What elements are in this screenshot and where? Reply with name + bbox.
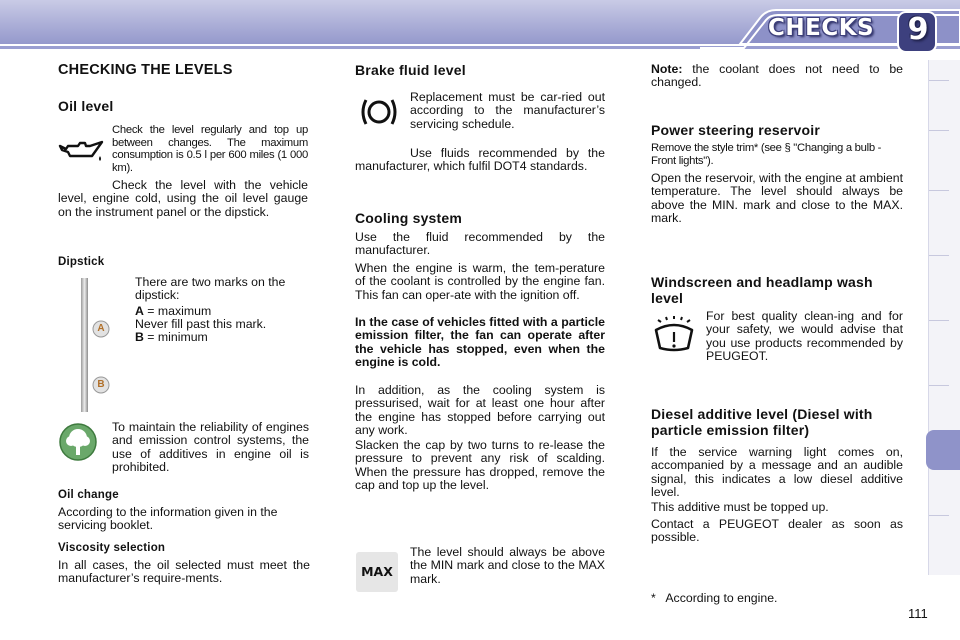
environment-tree-icon <box>58 422 98 462</box>
rail-tick <box>929 80 949 81</box>
diesel-additive-text-2: This additive must be topped up. <box>651 500 829 514</box>
note-label: Note: <box>651 62 683 76</box>
brake-fluid-heading: Brake fluid level <box>355 62 466 78</box>
coolant-note <box>651 63 903 90</box>
diesel-additive-text-1: If the service warning light comes on, accompanied by a message and an audible signal, this indicates a low diesel additive level. <box>651 445 903 500</box>
rail-tick <box>929 130 949 131</box>
dipstick-mark-b: B <box>97 379 105 390</box>
cooling-text-3: In addition, as the cooling system is pressurised, wait for at least one hour after the engine has stopped before carrying out any work. <box>355 383 605 438</box>
washer-heading: Windscreen and headlamp wash level <box>651 274 873 306</box>
section-title: CHECKING THE LEVELS <box>58 62 233 78</box>
washer-text: For best quality clean-ing and for your safety, we would advise that you use products recommended by PEUGEOT. <box>706 309 903 364</box>
cooling-text-1: Use the fluid recommended by the manufacturer. <box>355 230 605 258</box>
rail-tick <box>929 255 949 256</box>
power-steering-text-2: Open the reservoir, with the engine at ambient temperature. The level should always be above the MIN. mark and close to the MAX. mark. <box>651 171 903 226</box>
oil-change-text: According to the information given in the servicing booklet. <box>58 505 278 533</box>
diesel-additive-text-3: Contact a PEUGEOT dealer as soon as possible. <box>651 517 903 545</box>
chapter-tab-rail <box>928 60 960 575</box>
cooling-text-fan-warning: In the case of vehicles fitted with a particle emission filter, the fan can operate after the vehicle has stopped, even when the engine is cold. <box>355 315 605 370</box>
max-label: MAX <box>361 564 393 579</box>
footnote: * According to engine. <box>651 591 778 605</box>
chapter-number: 9 <box>907 12 929 47</box>
mark-a-desc: = maximum <box>143 304 212 318</box>
rail-tick <box>929 515 949 516</box>
active-chapter-tab[interactable] <box>926 430 960 470</box>
viscosity-text: In all cases, the oil selected must meet the manufacturer’s require-ments. <box>58 558 310 586</box>
note-text: the coolant does not need to be changed. <box>651 62 903 90</box>
dipstick-mark-a-note: Never fill past this mark. <box>135 317 267 331</box>
cooling-text-4: Slacken the cap by two turns to re-lease the pressure to prevent any risk of scalding. When the pressure has dropped, remove the cap and top up the level. <box>355 438 605 493</box>
max-level-text: The level should always be above the MIN mark and close to the MAX mark. <box>410 545 605 586</box>
oil-level-heading: Oil level <box>58 98 114 114</box>
mark-b-desc: = minimum <box>143 330 208 344</box>
chapter-title: CHECKS <box>768 15 875 41</box>
max-label-badge <box>356 552 398 592</box>
oil-level-text-1: Check the level regularly and top up between changes. The maximum consumption is 0.5 l per 600 miles (1 000 km). <box>112 124 308 174</box>
page-number: 111 <box>908 606 928 621</box>
oil-change-heading: Oil change <box>58 489 119 501</box>
additives-warning: To maintain the reliability of engines and emission control systems, the use of additives in engine oil is prohibited. <box>112 420 309 475</box>
diesel-additive-heading: Diesel additive level (Diesel with particle emission filter) <box>651 406 873 438</box>
viscosity-heading: Viscosity selection <box>58 542 166 554</box>
dipstick-illustration <box>68 278 118 414</box>
mark-a-key: A <box>135 304 144 318</box>
dipstick-mark-b-line <box>135 331 309 344</box>
mark-b-key: B <box>135 330 144 344</box>
brake-fluid-text-1: Replacement must be car-ried out according to the manufacturer’s servicing schedule. <box>410 90 605 131</box>
oil-level-text-2: Check the level with the vehicle level, engine cold, using the oil level gauge on the instrument panel or the dipstick. <box>58 178 308 219</box>
rail-tick <box>929 190 949 191</box>
dipstick-mark-a: A <box>97 323 105 334</box>
dipstick-intro: There are two marks on the dipstick: <box>135 275 286 303</box>
rail-tick <box>929 320 949 321</box>
rail-tick <box>929 385 949 386</box>
cooling-system-heading: Cooling system <box>355 210 463 226</box>
cooling-text-2: When the engine is warm, the tem-perature of the coolant is controlled by the engine fan. This fan can oper-ate with the ignition off. <box>355 261 605 302</box>
power-steering-text-1: Remove the style trim* (see § "Changing a bulb - Front lights"). <box>651 142 882 167</box>
brake-warning-icon <box>358 96 400 128</box>
brake-fluid-text-2: Use fluids recommended by the manufacturer, which fulfil DOT4 standards. <box>355 146 605 174</box>
power-steering-heading: Power steering reservoir <box>651 122 820 138</box>
washer-fluid-icon <box>652 312 696 356</box>
oil-can-icon <box>58 140 104 164</box>
dipstick-heading: Dipstick <box>58 256 105 268</box>
